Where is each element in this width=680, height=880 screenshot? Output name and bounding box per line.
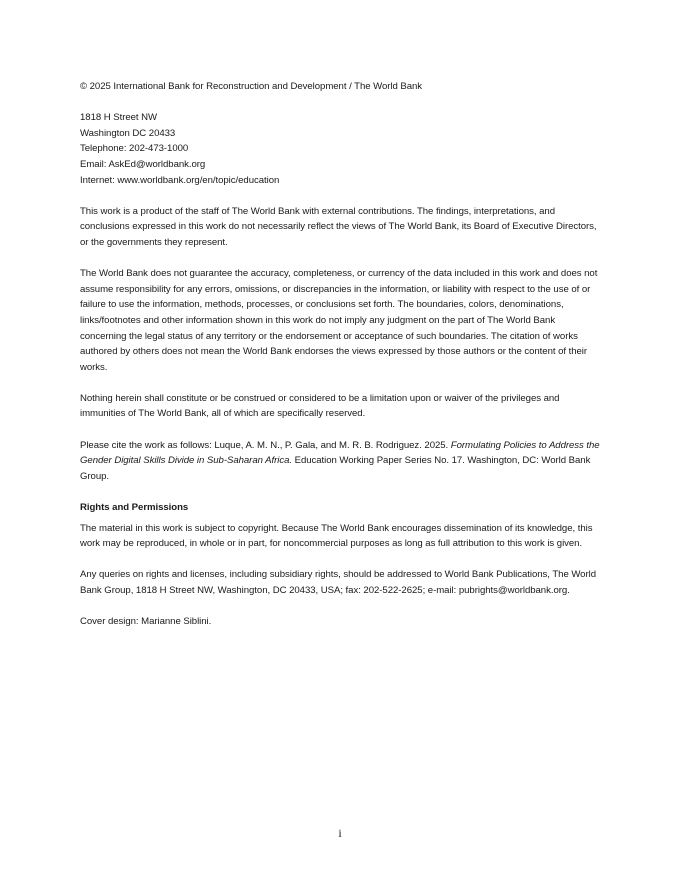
address-internet: Internet: www.worldbank.org/en/topic/education <box>80 174 280 186</box>
citation-suffix: Education Working Paper Series No. 17. Washington, DC: World Bank Group. <box>80 455 591 482</box>
rights-queries: Any queries on rights and licenses, including subsidiary rights, should be addressed to World Bank Publications, The World Bank Group, 1818 H Street NW, Washington, DC 20433, USA; fax: 202-522-2625; e-mail: pubrights@worldbank.org. <box>80 569 596 596</box>
address-street: 1818 H Street NW <box>80 112 158 124</box>
copyright-page <box>80 79 600 645</box>
rights-body: The material in this work is subject to copyright. Because The World Bank encourages dissemination of its knowledge, this work may be reproduced, in whole or in part, for noncommercial purposes as long as full attribution to this work is given. <box>80 522 593 550</box>
copyright-notice: © 2025 International Bank for Reconstruction and Development / The World Bank <box>80 81 423 92</box>
address-email: Email: AskEd@worldbank.org <box>80 158 206 170</box>
disclaimer-paragraph-1: This work is a product of the staff of The World Bank with external contributions. The findings, interpretations, and conclusions expressed in this work do not necessarily reflect the views of The World Bank, its Board of Executive Directors, or the governments they represent. <box>80 205 597 248</box>
citation-prefix: Please cite the work as follows: Luque, A. M. N., P. Gala, and M. R. B. Rodriguez. 2025. <box>80 439 451 451</box>
rights-heading: Rights and Permissions <box>80 502 189 514</box>
page-number: i <box>338 826 342 840</box>
disclaimer-paragraph-2: The World Bank does not guarantee the accuracy, completeness, or currency of the data included in this work and does not assume responsibility for any errors, omissions, or discrepancies in the information, or liability with respect to the use of or failure to use the information, methods, processes, or conclusions set forth. The boundaries, colors, denominations, links/footnotes and other information shown in this work do not imply any judgment on the part of The World Bank concerning the legal status of any territory or the endorsement or acceptance of such boundaries. The citation of works authored by others does not mean the World Bank endorses the views expressed by those authors or the content of their works. <box>80 268 598 373</box>
cover-design-credit: Cover design: Marianne Siblini. <box>80 616 212 628</box>
disclaimer-paragraph-3: Nothing herein shall constitute or be construed or considered to be a limitation upon or waiver of the privileges and immunities of The World Bank, all of which are specifically reserved. <box>80 392 560 420</box>
citation-paragraph <box>80 438 600 485</box>
contact-address <box>80 110 600 188</box>
address-telephone: Telephone: 202-473-1000 <box>80 143 189 155</box>
address-city: Washington DC 20433 <box>80 127 176 139</box>
citation-title: Formulating Policies to Address the Gender Digital Skills Divide in Sub-Saharan Africa. <box>80 439 600 467</box>
